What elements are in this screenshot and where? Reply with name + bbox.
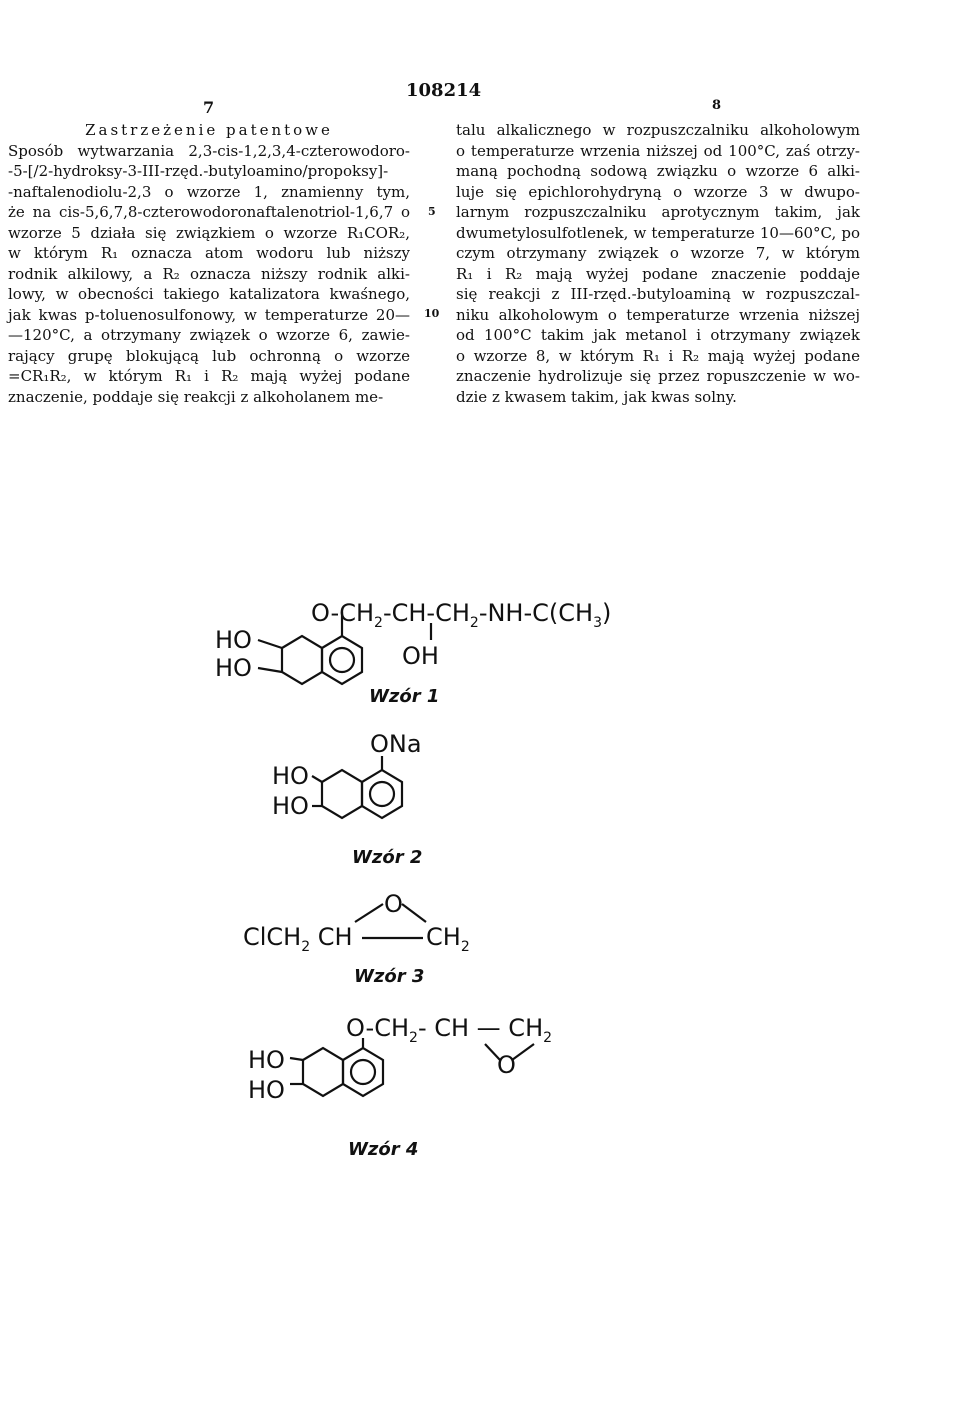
formula-1-ho-bottom: HO bbox=[215, 654, 252, 682]
right-line: o temperaturze wrzenia niższej od 100°C, zaś otrzy- bbox=[456, 141, 860, 160]
left-line: w którym R₁ oznacza atom wodoru lub niższy bbox=[8, 244, 410, 262]
left-line: -naftalenodiolu-2,3 o wzorze 1, znamienny tym, bbox=[8, 182, 410, 201]
formula-4-epoxide-oxygen: O bbox=[497, 1051, 516, 1079]
left-line: wzorze 5 działa się związkiem o wzorze R₁COR₂, bbox=[8, 223, 410, 242]
left-line: -5-[/2-hydroksy-3-III-rzęd.-butyloamino/propoksy]- bbox=[8, 162, 389, 180]
right-line: czym otrzymany związek o wzorze 7, w którym bbox=[456, 244, 860, 262]
formula-4-ho-bottom: HO bbox=[248, 1076, 285, 1104]
left-line: =CR₁R₂, w którym R₁ i R₂ mają wyżej podane bbox=[8, 367, 410, 385]
right-line: larnym rozpuszczalniku aprotycznym takim, jak bbox=[456, 203, 860, 221]
formula-4-ho-top: HO bbox=[248, 1046, 285, 1074]
formula-1-oh: OH bbox=[402, 642, 439, 670]
formula-1-ho-top: HO bbox=[215, 626, 252, 654]
formula-3-caption: Wzór 3 bbox=[354, 966, 425, 987]
patent-number: 108214 bbox=[406, 80, 482, 101]
left-line: znaczenie, poddaje się reakcji z alkoholanem me- bbox=[8, 387, 384, 406]
formula-2-caption: Wzór 2 bbox=[352, 847, 423, 868]
formula-4-caption: Wzór 4 bbox=[348, 1139, 419, 1160]
right-line: o wzorze 8, w którym R₁ i R₂ mają wyżej podane bbox=[456, 346, 860, 365]
left-line: lowy, w obecności takiego katalizatora kwaśnego, bbox=[8, 285, 410, 303]
formula-3-oxygen: O bbox=[384, 890, 403, 918]
left-line: jak kwas p-toluenosulfonowy, w temperaturze 20— bbox=[8, 305, 410, 324]
right-line: luje się epichlorohydryną o wzorze 3 w dwupo- bbox=[456, 182, 860, 201]
left-line: że na cis-5,6,7,8-czterowodoronaftalenotriol-1,6,7 o bbox=[8, 203, 410, 221]
right-line: talu alkalicznego w rozpuszczalniku alkoholowym bbox=[456, 121, 860, 139]
left-line: rodnik alkilowy, a R₂ oznacza niższy rodnik alki- bbox=[8, 264, 410, 283]
left-line: Sposób wytwarzania 2,3-cis-1,2,3,4-czterowodoro- bbox=[8, 141, 410, 160]
right-line: dzie z kwasem takim, jak kwas solny. bbox=[456, 387, 737, 406]
formula-2-ona: ONa bbox=[370, 730, 422, 758]
formula-3-chloromethyl: ClCH$_2$ CH bbox=[243, 923, 353, 955]
formula-3-ch2: $CH_2$ bbox=[426, 923, 470, 955]
formula-2-ho-top: HO bbox=[272, 762, 309, 790]
right-line: od 100°C takim jak metanol i otrzymany związek bbox=[456, 326, 860, 344]
right-line: niku alkoholowym o temperaturze wrzenia niższej bbox=[456, 305, 860, 324]
claims-heading: Zastrzeżenie patentowe bbox=[85, 121, 333, 139]
right-line: dwumetylosulfotlenek, w temperaturze 10—60°C, po bbox=[456, 223, 860, 242]
right-line: znaczenie hydrolizuje się przez ropuszczenie w wo- bbox=[456, 367, 860, 385]
right-line: R₁ i R₂ mają wyżej podane znaczenie poddaje bbox=[456, 264, 860, 283]
left-line: —120°C, a otrzymany związek o wzorze 6, zawie- bbox=[8, 326, 410, 344]
formula-4-sidechain: $O-CH_2-$ CH — $CH_2$ bbox=[346, 1014, 553, 1046]
formula-2-rings bbox=[312, 756, 402, 818]
left-line: rający grupę blokującą lub ochronną o wzorze bbox=[8, 346, 410, 365]
right-line: się reakcji z III-rzęd.-butyloaminą w rozpuszczal- bbox=[456, 285, 860, 303]
formula-2-ho-bottom: HO bbox=[272, 792, 309, 820]
formula-1-caption: Wzór 1 bbox=[369, 686, 440, 707]
right-line: maną pochodną sodową związku o wzorze 6 alki- bbox=[456, 162, 860, 180]
page-number-left: 7 bbox=[203, 98, 215, 117]
line-marker-5: 5 bbox=[428, 205, 436, 218]
formula-1-sidechain: $O-CH_2-CH-CH_2-NH-C(CH_3)$ bbox=[311, 599, 612, 631]
line-marker-10: 10 bbox=[424, 307, 440, 320]
page-number-right: 8 bbox=[712, 98, 722, 113]
